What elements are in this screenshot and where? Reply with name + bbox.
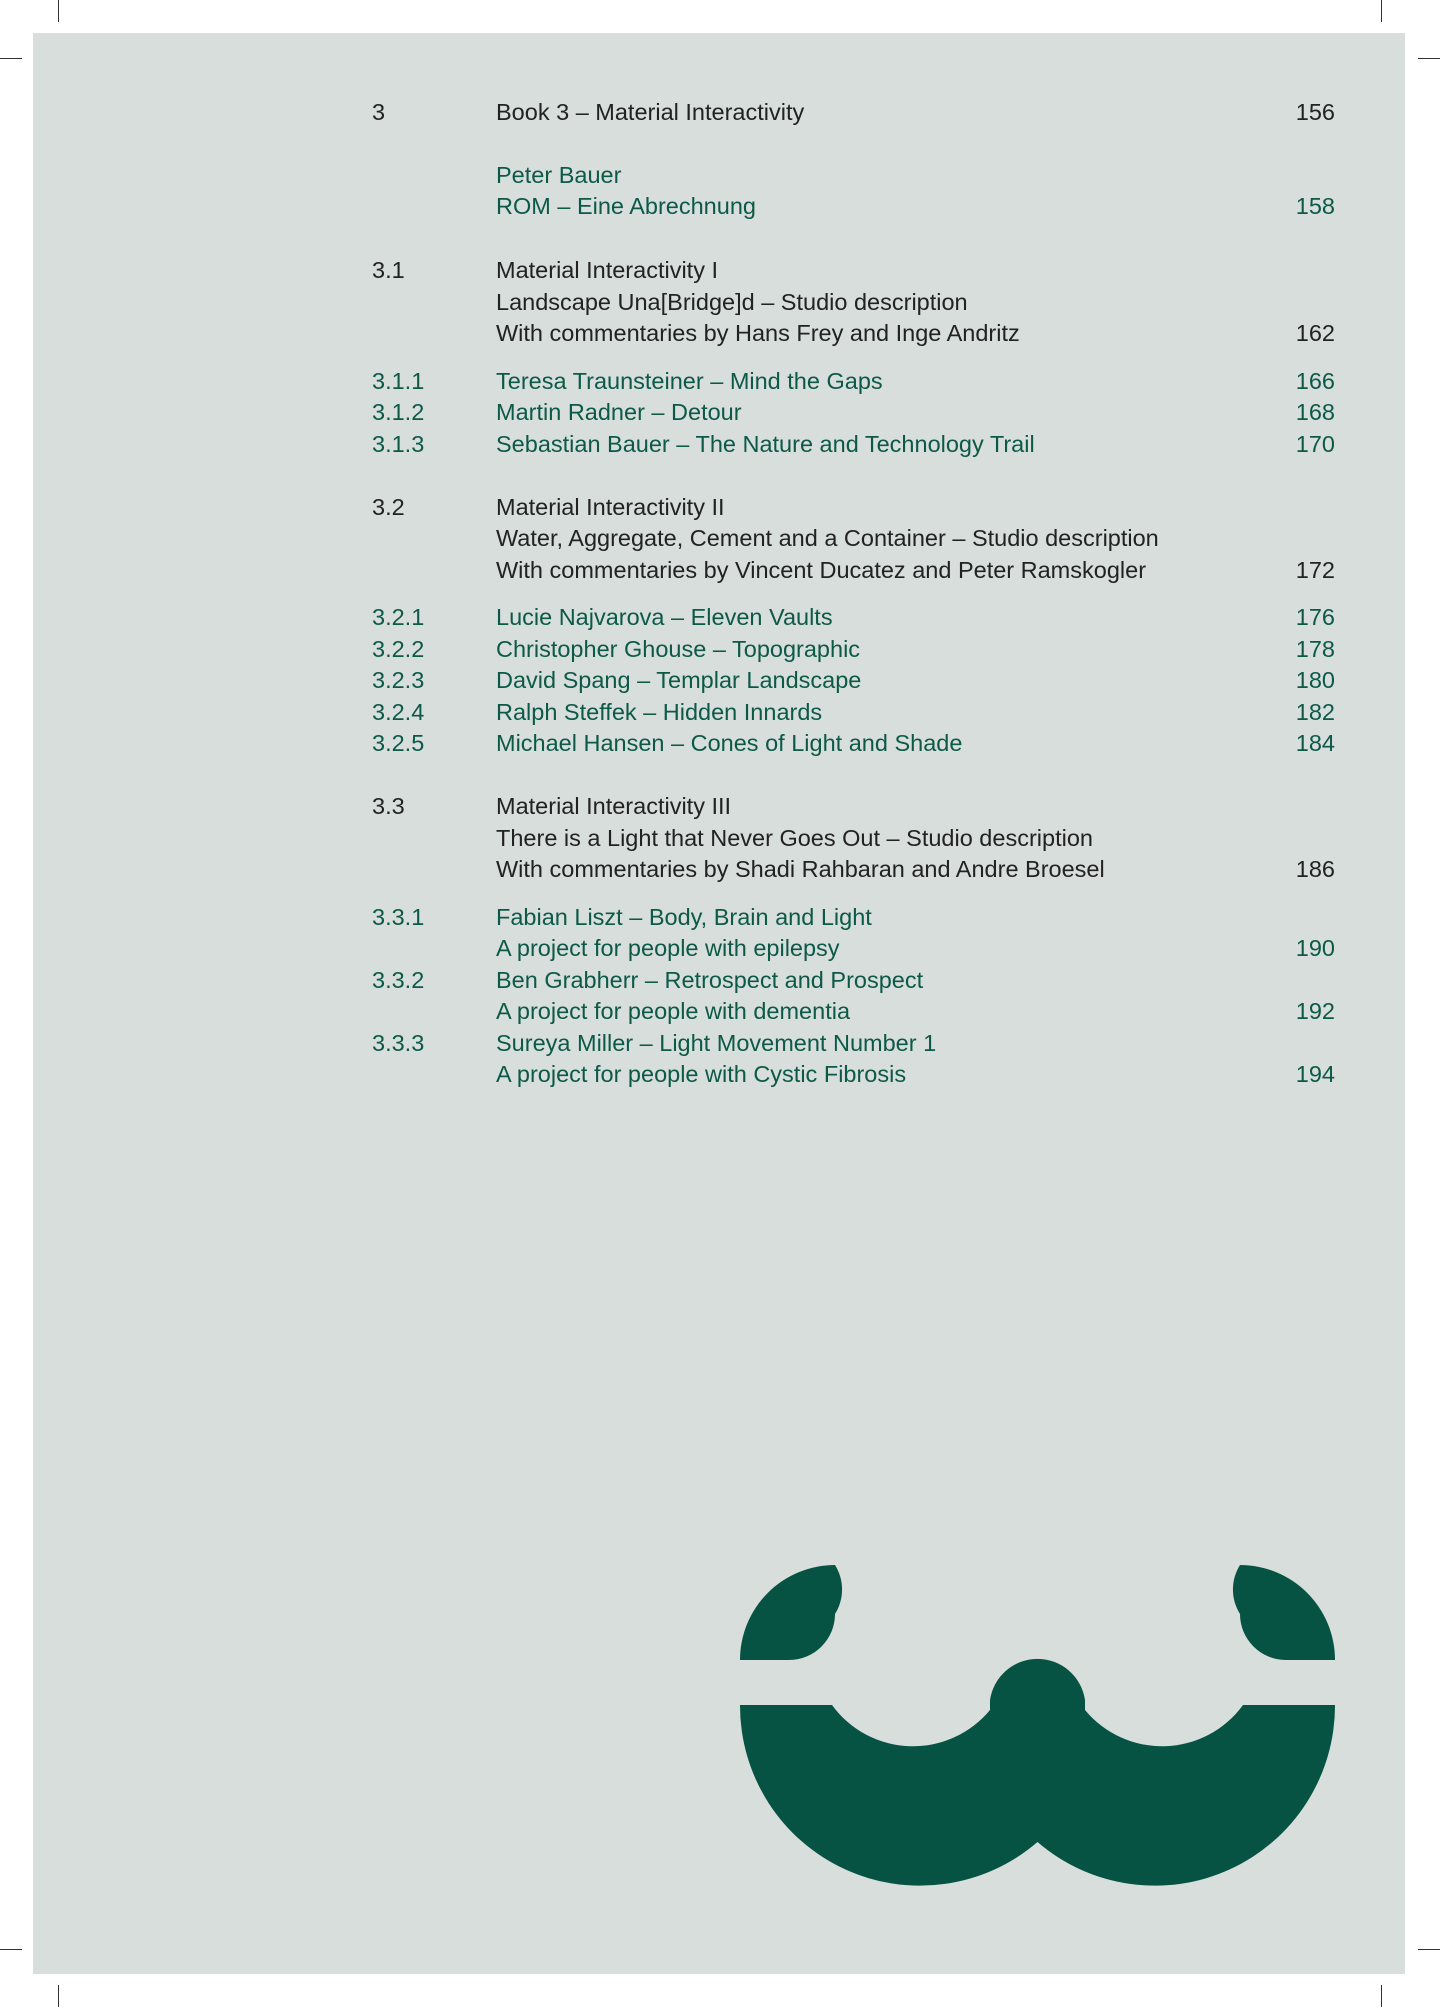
toc-page-number: 170	[1295, 431, 1335, 457]
toc-page-number: 176	[1295, 604, 1335, 630]
toc-entry-title: Sureya Miller – Light Movement Number 1	[496, 1030, 937, 1056]
toc-section-number: 3.1.2	[372, 399, 425, 425]
toc-entry-title: Material Interactivity I	[496, 257, 719, 283]
toc-section-number: 3.2.1	[372, 604, 425, 630]
toc-entry-title: A project for people with Cystic Fibrosis	[496, 1061, 907, 1087]
toc-page-number: 162	[1295, 320, 1335, 346]
toc-entry-title: Ralph Steffek – Hidden Innards	[496, 699, 823, 725]
toc-entry-title: Fabian Liszt – Body, Brain and Light	[496, 904, 872, 930]
toc-entry-title: Michael Hansen – Cones of Light and Shade	[496, 730, 963, 756]
toc-entry-title: Material Interactivity II	[496, 494, 725, 520]
logo-right-arc	[1233, 1565, 1335, 1660]
toc-page-number: 178	[1295, 636, 1335, 662]
toc-page-number: 182	[1295, 699, 1335, 725]
toc-section-number: 3	[372, 99, 386, 125]
toc-entry-title: A project for people with epilepsy	[496, 935, 840, 961]
toc-entry-title: Lucie Najvarova – Eleven Vaults	[496, 604, 833, 630]
toc-section-number: 3.2.2	[372, 636, 425, 662]
toc-entry-title: Martin Radner – Detour	[496, 399, 742, 425]
toc-entry-title: Teresa Traunsteiner – Mind the Gaps	[496, 368, 883, 394]
toc-page-number: 166	[1295, 368, 1335, 394]
toc-page-number: 184	[1295, 730, 1335, 756]
logo-left-arc	[740, 1565, 842, 1660]
toc-page-number: 172	[1295, 557, 1335, 583]
toc-entry-title: Water, Aggregate, Cement and a Container – Studio description	[496, 525, 1159, 551]
toc-section-number: 3.2.3	[372, 667, 425, 693]
toc-entry-title: With commentaries by Vincent Ducatez and Peter Ramskogler	[496, 557, 1147, 583]
toc-entry-title: Peter Bauer	[496, 162, 622, 188]
toc-page-number: 168	[1295, 399, 1335, 425]
toc-page-number: 186	[1295, 856, 1335, 882]
toc-entry-title: Material Interactivity III	[496, 793, 732, 819]
toc-entry-title: ROM – Eine Abrechnung	[496, 193, 756, 219]
toc-section-number: 3.3.3	[372, 1030, 425, 1056]
toc-section-number: 3.3.1	[372, 904, 425, 930]
toc-section-number: 3.1.1	[372, 368, 425, 394]
toc-entry-title: With commentaries by Shadi Rahbaran and Andre Broesel	[496, 856, 1105, 882]
toc-entry-title: Christopher Ghouse – Topographic	[496, 636, 861, 662]
toc-page-number: 158	[1295, 193, 1335, 219]
toc-section-number: 3.2.5	[372, 730, 425, 756]
toc-page-number: 180	[1295, 667, 1335, 693]
toc-page-number: 194	[1295, 1061, 1335, 1087]
toc-entry-title: With commentaries by Hans Frey and Inge Andritz	[496, 320, 1020, 346]
toc-entry-title: Ben Grabherr – Retrospect and Prospect	[496, 967, 924, 993]
toc-entry-title: A project for people with dementia	[496, 998, 851, 1024]
toc-entry-title: Sebastian Bauer – The Nature and Technology Trail	[496, 431, 1035, 457]
toc-section-number: 3.3	[372, 793, 405, 819]
toc-section-number: 3.2	[372, 494, 405, 520]
toc-entry-title: David Spang – Templar Landscape	[496, 667, 862, 693]
toc-section-number: 3.1	[372, 257, 405, 283]
toc-page-number: 190	[1295, 935, 1335, 961]
toc-page-number: 156	[1295, 99, 1335, 125]
toc-entry-title: Landscape Una[Bridge]d – Studio description	[496, 289, 968, 315]
toc-section-number: 3.3.2	[372, 967, 425, 993]
toc-entry-title: Book 3 – Material Interactivity	[496, 99, 805, 125]
toc-page-number: 192	[1295, 998, 1335, 1024]
toc-section-number: 3.2.4	[372, 699, 425, 725]
toc-entry-title: There is a Light that Never Goes Out – Studio description	[496, 825, 1093, 851]
logo-bottom-w	[740, 1659, 1335, 1886]
toc-section-number: 3.1.3	[372, 431, 425, 457]
